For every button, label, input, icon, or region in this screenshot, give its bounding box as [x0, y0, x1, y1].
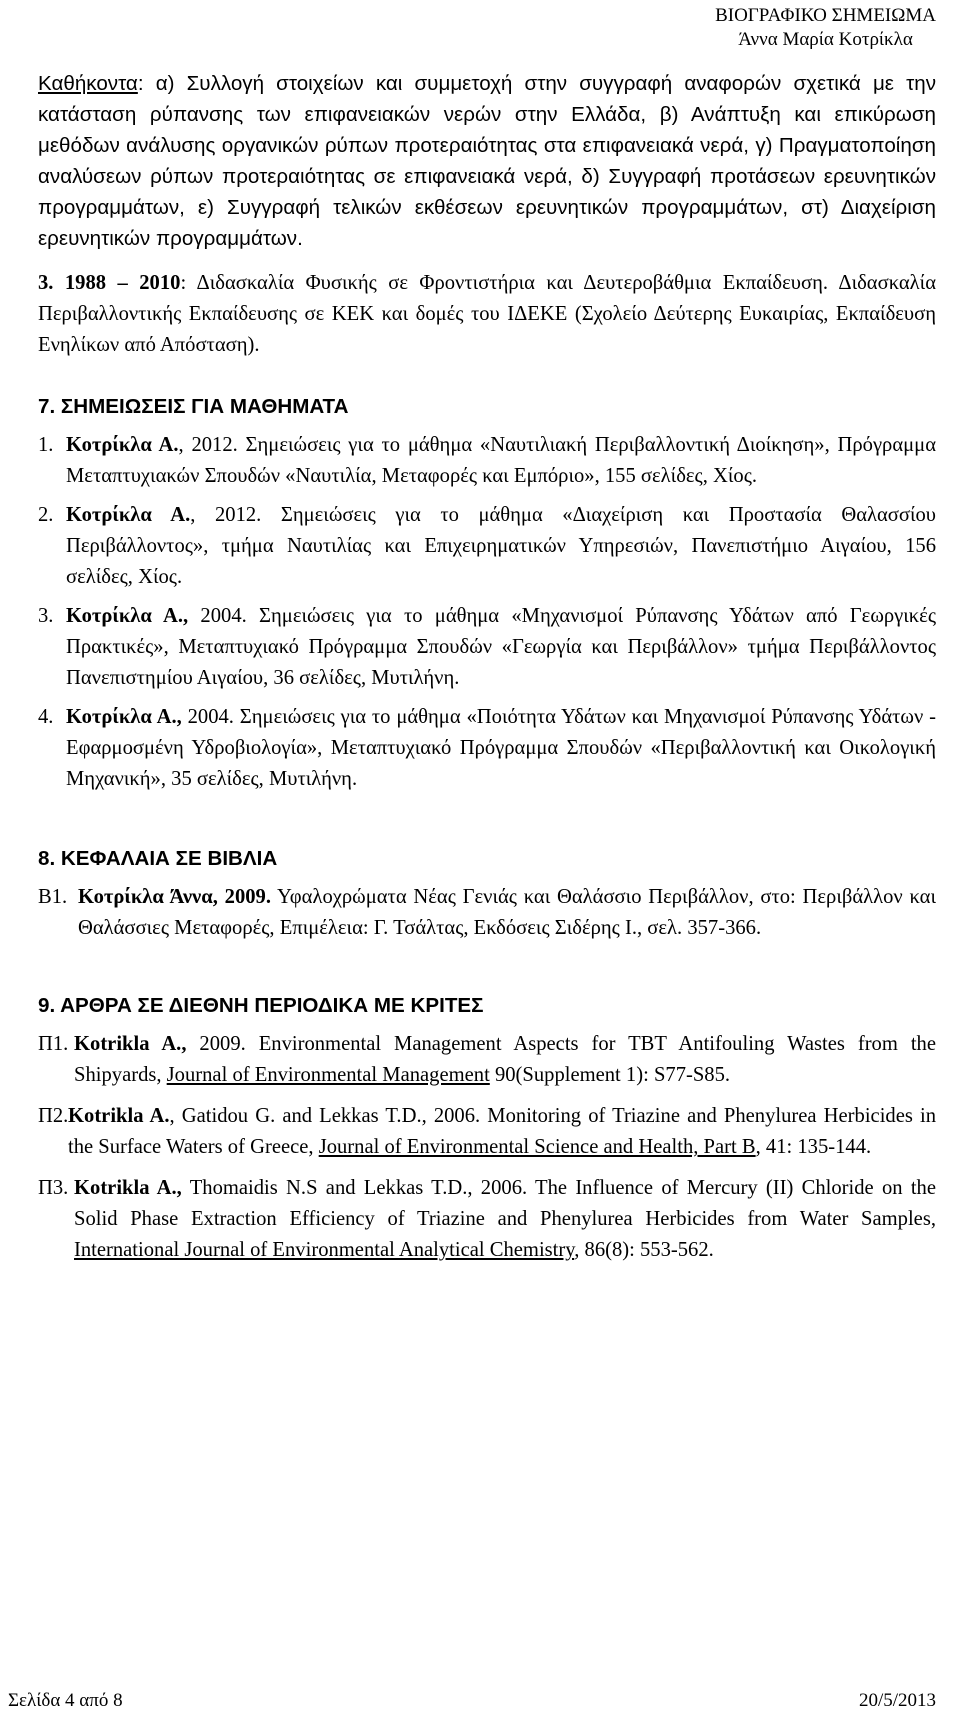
job-3-paragraph	[38, 268, 936, 361]
journal-link: Journal of Environmental Management	[166, 1064, 490, 1086]
section-9-list	[38, 1029, 936, 1266]
item-number: 3.	[38, 605, 54, 627]
footer-date: 20/5/2013	[858, 1690, 936, 1711]
page-header	[715, 4, 936, 52]
item-number: Π3.	[38, 1177, 69, 1199]
list-item	[38, 500, 936, 593]
item-text	[66, 500, 936, 593]
item-rest: Υφαλοχρώματα Νέας Γενιάς και Θαλάσσιο Περιβάλλον, στο: Περιβάλλον και Θαλάσσιες Μεταφορές, Επιμέλεια: Γ. Τσάλτας, Εκδόσεις Σιδέρης Ι., σελ. 357-366.	[78, 886, 936, 939]
list-item	[38, 702, 936, 795]
list-item	[38, 601, 936, 694]
item-author: Κοτρίκλα Α.,	[66, 605, 201, 627]
list-item	[38, 430, 936, 492]
item-text	[74, 1029, 936, 1091]
item-number: 1.	[38, 434, 54, 456]
item-rest: , 2012. Σημειώσεις για το μάθημα «Διαχείριση και Προστασία Θαλασσίου Περιβάλλοντος», τμήμα Ναυτιλίας και Επιχειρηματικών Υπηρεσιών, Πανεπιστήμιο Αιγαίου, 156 σελίδες, Χίος.	[66, 504, 937, 588]
item-author: Kotrikla A.,	[74, 1177, 182, 1199]
item-rest: 2004. Σημειώσεις για το μάθημα «Ποιότητα Υδάτων και Μηχανισμοί Ρύπανσης Υδάτων - Εφαρμοσμένη Υδροβιολογία», Μεταπτυχιακό Πρόγραμμα Σπουδών «Περιβαλλοντική και Οικολογική Μηχανική», 35 σελίδες, Μυτιλήνη.	[66, 706, 936, 790]
job-3-text-1: : Διδασκαλία Φυσικής σε Φροντιστήρια και Δευτεροβάθμια Εκπαίδευση.	[180, 272, 829, 294]
item-author: Κοτρίκλα Α.	[66, 434, 179, 456]
duties-text: : α) Συλλογή στοιχείων και συμμετοχή στην συγγραφή αναφορών σχετικά με την κατάσταση ρύπανσης των επιφανειακών νερών στην Ελλάδα, β) Ανάπτυξη και επικύρωση μεθόδων ανάλυσης οργανικών ρύπων προτεραιότητας στα επιφανειακά νερά, γ) Πραγματοποίηση αναλύσεων ρύπων προτεραιότητας σε επιφανειακά νερά, δ) Συγγραφή προτάσεων ερευνητικών προγραμμάτων, ε) Συγγραφή τελικών εκθέσεων ερευνητικών προγραμμάτων, στ) Διαχείριση ερευνητικών προγραμμάτων.	[38, 72, 936, 250]
item-author: Κοτρίκλα Άννα, 2009.	[78, 886, 271, 908]
item-author: Κοτρίκλα Α.,	[66, 706, 188, 728]
item-number: Π2.	[38, 1105, 69, 1127]
item-post: , 41: 135-144.	[755, 1136, 872, 1158]
journal-link: Journal of Environmental Science and Health, Part B	[318, 1136, 756, 1158]
item-text	[66, 702, 936, 795]
job-3-text-2: Διδασκαλία Περιβαλλοντικής Εκπαίδευσης σε ΚΕΚ και δομές του ΙΔΕΚΕ (Σχολείο Δεύτερης Ευκαιρίας, Εκπαίδευση Ενηλίκων από Απόσταση).	[38, 272, 937, 356]
item-author: Κοτρίκλα Α.	[66, 504, 191, 526]
item-number: 2.	[38, 504, 54, 526]
section-7-heading: 7. ΣΗΜΕΙΩΣΕΙΣ ΓΙΑ ΜΑΘΗΜΑΤΑ	[38, 395, 349, 418]
list-item	[38, 1101, 936, 1163]
item-pre: Thomaidis N.S and Lekkas T.D., 2006. The Influence of Mercury (II) Chloride on the Solid Phase Extraction Efficiency of Triazine and Phenylurea Herbicides from Water Samples,	[74, 1177, 936, 1230]
section-8-heading: 8. ΚΕΦΑΛΑΙΑ ΣΕ ΒΙΒΛΙΑ	[38, 847, 278, 870]
page-content	[38, 60, 936, 1266]
section-7-list	[38, 430, 936, 795]
section-9-heading: 9. ΑΡΘΡΑ ΣΕ ΔΙΕΘΝΗ ΠΕΡΙΟΔΙΚΑ ΜΕ ΚΡΙΤΕΣ	[38, 994, 484, 1017]
job-3-heading: 3. 1988 – 2010	[38, 272, 181, 294]
item-text	[66, 601, 936, 694]
page-footer	[0, 1690, 960, 1722]
header-name: Άννα Μαρία Κοτρίκλα	[738, 29, 913, 50]
footer-page-number: Σελίδα 4 από 8	[8, 1690, 123, 1711]
item-text	[74, 1173, 936, 1266]
header-title: ΒΙΟΓΡΑΦΙΚΟ ΣΗΜΕΙΩΜΑ	[715, 5, 936, 26]
item-number: Π1.	[38, 1033, 69, 1055]
item-number: Β1.	[38, 886, 68, 908]
list-item	[38, 1029, 936, 1091]
item-post: , 86(8): 553-562.	[574, 1239, 714, 1261]
item-number: 4.	[38, 706, 54, 728]
item-text	[66, 430, 936, 492]
list-item	[38, 1173, 936, 1266]
item-pre: 2009. Environmental Management Aspects for TBT Antifouling Wastes from the Shipyards,	[74, 1033, 936, 1086]
duties-label: Καθήκοντα	[38, 72, 138, 95]
item-pre: , Gatidou G. and Lekkas T.D., 2006. Monitoring of Triazine and Phenylurea Herbicides in the Surface Waters of Greece,	[68, 1105, 936, 1158]
item-author: Kotrikla A.,	[74, 1033, 187, 1055]
duties-paragraph	[38, 68, 936, 254]
item-rest: , 2012. Σημειώσεις για το μάθημα «Ναυτιλιακή Περιβαλλοντική Διοίκηση», Πρόγραμμα Μεταπτυχιακών Σπουδών «Ναυτιλία, Μεταφορές και Εμπόριο», 155 σελίδες, Χίος.	[66, 434, 936, 487]
item-author: Kotrikla A.	[68, 1105, 170, 1127]
item-rest: 2004. Σημειώσεις για το μάθημα «Μηχανισμοί Ρύπανσης Υδάτων από Γεωργικές Πρακτικές», Μεταπτυχιακό Πρόγραμμα Σπουδών «Γεωργία και Περιβάλλον» τμήμα Περιβάλλοντος Πανεπιστημίου Αιγαίου, 36 σελίδες, Μυτιλήνη.	[66, 605, 936, 689]
list-item	[38, 882, 936, 944]
item-text	[78, 882, 936, 944]
journal-link: International Journal of Environmental Analytical Chemistry	[74, 1239, 575, 1261]
item-post: 90(Supplement 1): S77-S85.	[489, 1064, 731, 1086]
item-text	[68, 1101, 936, 1163]
